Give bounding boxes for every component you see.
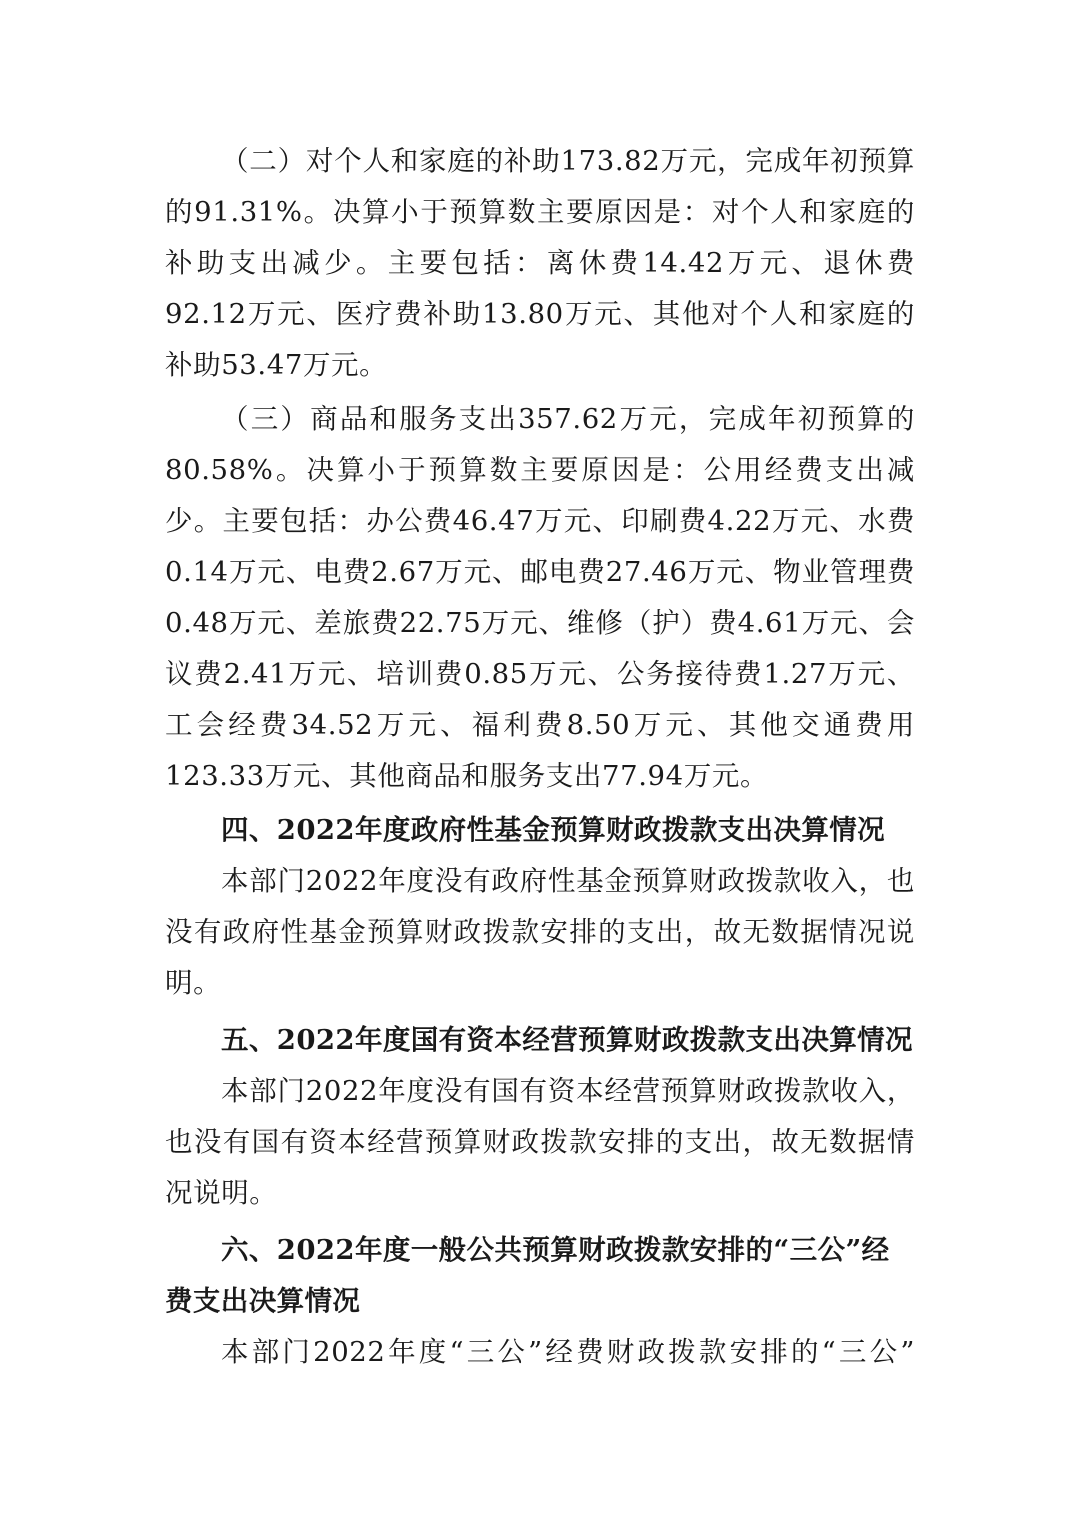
paragraph-three-public-expenses: 本部门2022年度“三公”经费财政拨款安排的“三公” bbox=[221, 1336, 915, 1368]
paragraph-government-fund-budget: 本部门2022年度没有政府性基金预算财政拨款收入，也没有政府性基金预算财政拨款安排的支出，故无数据情况说明。 bbox=[165, 865, 915, 999]
heading-state-capital-budget: 五、2022年度国有资本经营预算财政拨款支出决算情况 bbox=[221, 1024, 913, 1056]
document-page bbox=[165, 136, 915, 1378]
paragraph-personal-family-subsidy: （二）对个人和家庭的补助173.82万元，完成年初预算的91.31%。决算小于预算数主要原因是：对个人和家庭的补助支出减少。主要包括：离休费14.42万元、退休费92.12万元、医疗费补助13.80万元、其他对个人和家庭的补助53.47万元。 bbox=[165, 145, 915, 381]
heading-government-fund-budget: 四、2022年度政府性基金预算财政拨款支出决算情况 bbox=[221, 814, 886, 846]
heading-three-public-expenses: 六、2022年度一般公共预算财政拨款安排的“三公”经费支出决算情况 bbox=[165, 1234, 890, 1317]
paragraph-state-capital-budget: 本部门2022年度没有国有资本经营预算财政拨款收入，也没有国有资本经营预算财政拨款安排的支出，故无数据情况说明。 bbox=[165, 1075, 915, 1209]
paragraph-goods-services-expense: （三）商品和服务支出357.62万元，完成年初预算的80.58%。决算小于预算数主要原因是：公用经费支出减少。主要包括：办公费46.47万元、印刷费4.22万元、水费0.14万元、电费2.67万元、邮电费27.46万元、物业管理费0.48万元、差旅费22.75万元、维修（护）费4.61万元、会议费2.41万元、培训费0.85万元、公务接待费1.27万元、工会经费34.52万元、福利费8.50万元、其他交通费用123.33万元、其他商品和服务支出77.94万元。 bbox=[165, 403, 915, 792]
